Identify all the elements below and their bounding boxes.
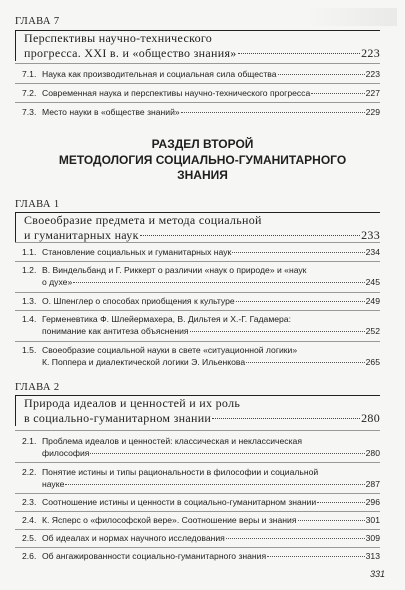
chapter-7-page: 223 [361,46,380,60]
chapter-2-title-line2: в социально-гуманитарном знании [24,411,212,425]
section-title-line1: РАЗДЕЛ ВТОРОЙ [151,137,254,151]
chapter-7-title [15,31,380,61]
chapter-1-title-line1: Своеобразие предмета и метода социальной [24,213,262,227]
chapter-2-page: 280 [361,411,380,425]
chapter-7-label: ГЛАВА 7 [15,16,60,27]
chapter-7-title-line1: Перспективы научно-технического [24,31,213,45]
chapter-1-label: ГЛАВА 1 [15,199,60,210]
chapter-2-title [15,396,380,426]
page-number: 331 [369,569,385,579]
chapter-7-title-line2: прогресса. XXI в. и «общество знания» [24,46,237,60]
section-title-line3: ЗНАНИЯ [177,168,228,182]
toc-page: ГЛАВА 7 Перспективы научно-технического прогресса. XXI в. и «общество знания» 223 7.1. Наука как производительная и социальная сила общества 223 7.2. Современная наука и перспективы научно-технического прогресса 227 7.3. Место науки в «обществе знаний» 229 РАЗДЕЛ ВТОРОЙ МЕТОДОЛОГИЯ СОЦИАЛЬНО-ГУМАНИТАРНОГО ЗНАНИЯ ГЛАВА 1 Своеобразие предмета и метода социальной и гуманитарных наук 233 1.1. Становление социальных и гуманитарных наук 234 1.2. В. Виндельбанд и Г. Риккерт о различии «наук о природе» и «наук о духе» 245 1.3. О. Шпенглер о способах приобщения к культуре 249 1.4. Герменевтика Ф. Шлейермахера, В. Дильтея и Х.-Г. Гадамера: понимание как антитеза объяснения 252 1.5. Своеобразие социальной науки в свете «ситуационной логики» К. Поппера и диалектической логики Э. Ильенкова 265 ГЛАВА 2 Природа идеалов и ценностей и их роль в социально-гуманитарном знании 280 2.1. Проблема идеалов и ценностей: классическая и неклассическая философия 280 2.2. Понятие истины и типы рациональности в философии и социальной науке 287 2.3. Соотношение истины и ценности в социально-гуманитарном знании 296 2.4. К. Ясперс о «философской вере». Соотношение веры и знания 301 2.5. Об идеалах и нормах научного исследования 309 2.6. Об ангажированности социально-гуманитарного знания 313 331 [0,0,405,590]
chapter-2-title-line1: Природа идеалов и ценностей и их роль [24,396,241,410]
chapter-1-title-line2: и гуманитарных наук [24,228,139,242]
chapter-1-title [15,213,380,243]
section-title-line2: МЕТОДОЛОГИЯ СОЦИАЛЬНО-ГУМАНИТАРНОГО [58,153,347,167]
chapter-1-page: 233 [361,228,380,242]
chapter-2-label: ГЛАВА 2 [15,382,60,393]
